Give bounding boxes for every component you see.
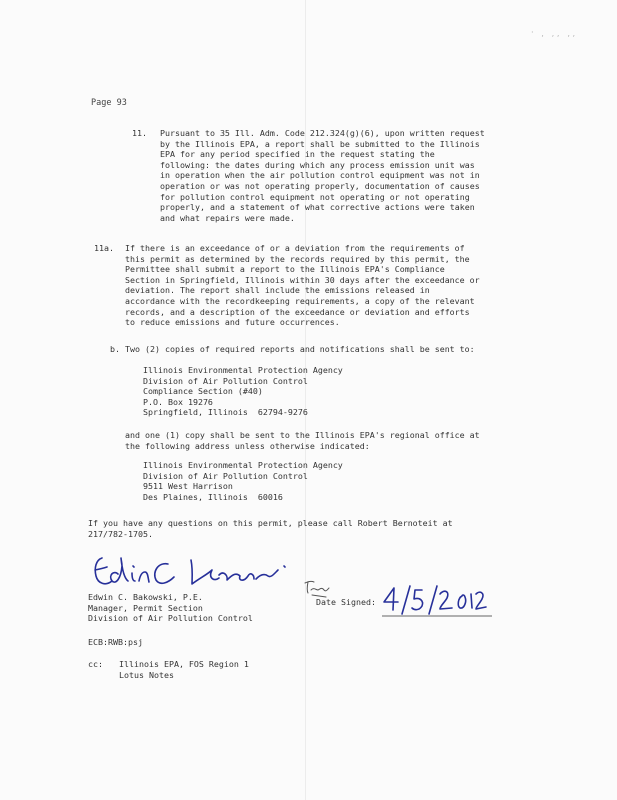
signature-block: Edwin C. Bakowski, P.E. Manager, Permit Section Division of Air Pollution Control (88, 592, 253, 624)
regional-address: Illinois Environmental Protection Agency Division of Air Pollution Control 9511 West Harrison Des Plaines, Illinois 60016 (143, 460, 343, 502)
compliance-address: Illinois Environmental Protection Agency Division of Air Pollution Control Compliance Section (#40) P.O. Box 19276 Springfield, Illinois 62794-9276 (143, 365, 343, 418)
questions-text: If you have any questions on this permit, please call Robert Bernoteit at 217/782-1705. (88, 518, 453, 539)
handwritten-date (382, 584, 492, 618)
item-11a-text: If there is an exceedance of or a deviation from the requirements of this permit as determined by the records required by this permit, the Permittee shall submit a report to the Illinois EPA's Compliance Section in Springfield, Illinois within 30 days after the exceedance or deviation. The report shall include the emissions released in accordance with the recordkeeping requirements, a copy of the relevant records, and a description of the exceedance or deviation and efforts to reduce emissions and future occurrences. (125, 243, 480, 328)
item-11-marker: 11. (132, 128, 147, 138)
reference-initials: ECB:RWB:psj (88, 637, 143, 647)
cc-label: cc: (88, 659, 103, 669)
handwritten-signature (88, 548, 303, 596)
item-b-text: Two (2) copies of required reports and notifications shall be sent to: (125, 344, 475, 354)
item-b-marker: b. (110, 344, 120, 354)
item-11a-marker: 11a. (94, 243, 114, 253)
regional-office-text: and one (1) copy shall be sent to the Illinois EPA's regional office at the following address unless otherwise indicated: (125, 430, 480, 451)
page-number: Page 93 (91, 98, 127, 108)
date-signed-label: Date Signed: (316, 597, 376, 607)
corner-mark: ' , ,, ,, (530, 30, 577, 38)
cc-list: Illinois EPA, FOS Region 1 Lotus Notes (119, 659, 249, 680)
item-11-text: Pursuant to 35 Ill. Adm. Code 212.324(g)(6), upon written request by the Illinois EPA, a report shall be submitted to the Illinois EPA for any period specified in the request stating the following: the dates during which any process emission unit was in operation when the air pollution control equipment was not in operation or was not operating properly, documentation of causes for pollution control equipment not operating or not operating properly, and a statement of what corrective actions were taken and what repairs were made. (160, 128, 485, 223)
